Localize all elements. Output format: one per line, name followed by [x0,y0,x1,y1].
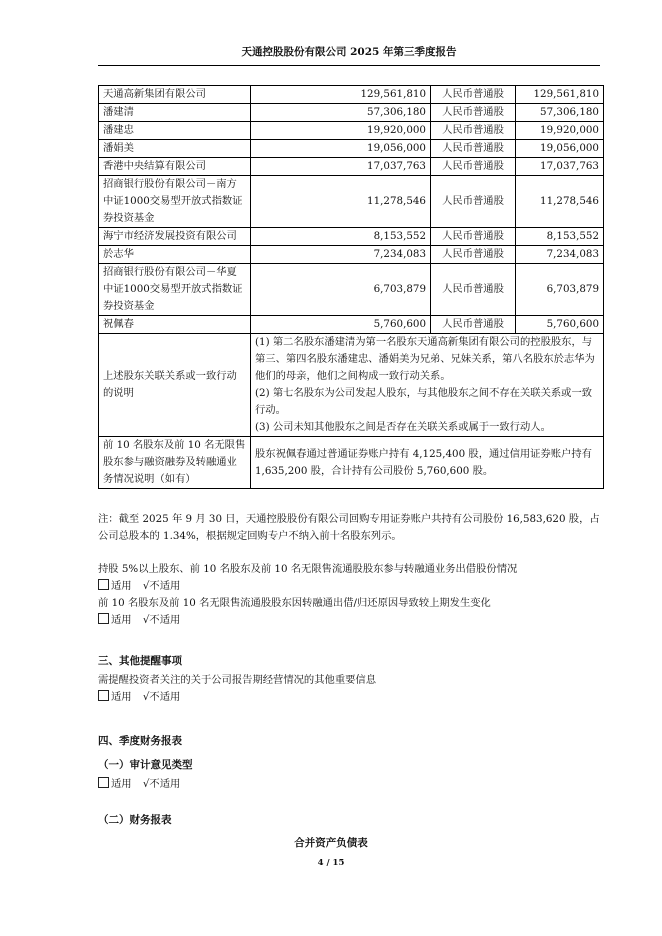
share-type: 人民币普通股 [431,176,516,228]
margin-label: 前 10 名股东及前 10 名无限售股东参与融资融券及转融通业务情况说明（如有） [99,437,251,489]
share-count: 11,278,546 [516,176,604,228]
table-row [99,316,604,334]
audit-opinion-heading: （一）审计意见类型 [98,759,193,771]
shares-held: 57,306,180 [251,104,431,122]
margin-text: 股东祝佩春通过普通证券账户持有 4,125,400 股，通过信用证券账户持有 1,635,200 股，合计持有公司股份 5,760,600 股。 [251,437,604,489]
section3-block [98,672,603,706]
relation-item: (1) 第二名股东潘建清为第一名股东天通高新集团有限公司的控股股东，与第三、第四名股东潘建忠、潘娟美为兄弟、兄妹关系，第八名股东於志华为他们的母亲，他们之间构成一致行动关系。 [255,336,595,382]
share-type: 人民币普通股 [431,140,516,158]
relation-item: (3) 公司未知其他股东之间是否存在关联关系或属于一致行动人。 [255,421,551,433]
relation-text [251,334,604,437]
section3-text: 需提醒投资者关注的关于公司报告期经营情况的其他重要信息 [98,674,377,686]
shares-held: 129,561,810 [251,86,431,104]
share-count: 17,037,763 [516,158,604,176]
financial-statements-heading: （二）财务报表 [98,814,172,826]
shares-held: 6,703,879 [251,264,431,316]
shareholder-name: 潘娟美 [99,140,251,158]
not-applicable-option: √不适用 [142,778,181,790]
share-type: 人民币普通股 [431,246,516,264]
share-type: 人民币普通股 [431,122,516,140]
shares-held: 19,056,000 [251,140,431,158]
table-row [99,104,604,122]
share-type: 人民币普通股 [431,86,516,104]
share-count: 8,153,552 [516,228,604,246]
shareholder-name: 祝佩春 [99,316,251,334]
share-count: 19,056,000 [516,140,604,158]
table-row [99,86,604,104]
applicable-option: 适用 [111,691,132,703]
table-row [99,176,604,228]
page-number: 4 / 15 [317,858,345,868]
shareholder-name: 招商银行股份有限公司－南方中证1000交易型开放式指数证券投资基金 [99,176,251,228]
lending-block [98,561,603,629]
share-type: 人民币普通股 [431,228,516,246]
change-title: 前 10 名股东及前 10 名无限售流通股股东因转融通出借/归还原因导致较上期发生变化 [98,597,491,609]
shareholder-name: 潘建清 [99,104,251,122]
applicable-option: 适用 [111,580,132,592]
repurchase-note: 注：截至 2025 年 9 月 30 日，天通控股股份有限公司回购专用证券账户共持有公司股份 16,583,620 股，占公司总股本的 1.34%，根据规定回购专户不纳入前十名股东列示。 [98,513,600,542]
share-count: 5,760,600 [516,316,604,334]
shareholder-name: 天通高新集团有限公司 [99,86,251,104]
checkbox-icon [98,613,109,624]
shares-held: 17,037,763 [251,158,431,176]
share-count: 7,234,083 [516,246,604,264]
share-count: 19,920,000 [516,122,604,140]
not-applicable-option: √不适用 [142,691,181,703]
applicable-option: 适用 [111,614,132,626]
checkbox-icon [98,579,109,590]
shares-held: 19,920,000 [251,122,431,140]
not-applicable-option: √不适用 [142,580,181,592]
share-type: 人民币普通股 [431,158,516,176]
table-row [99,158,604,176]
table-row [99,122,604,140]
balance-sheet-title: 合并资产负债表 [294,837,368,849]
table-row [99,228,604,246]
shareholder-name: 香港中央结算有限公司 [99,158,251,176]
share-count: 57,306,180 [516,104,604,122]
page-header: 天通控股股份有限公司 2025 年第三季度报告 [98,44,600,66]
share-count: 6,703,879 [516,264,604,316]
lending-title: 持股 5%以上股东、前 10 名股东及前 10 名无限售流通股股东参与转融通业务出借股份情况 [98,563,518,575]
relation-row [99,334,604,437]
relation-label: 上述股东关联关系或一致行动的说明 [99,334,251,437]
table-row [99,264,604,316]
section4-heading: 四、季度财务报表 [98,735,182,747]
shares-held: 8,153,552 [251,228,431,246]
relation-item: (2) 第七名股东为公司发起人股东，与其他股东之间不存在关联关系或一致行动。 [255,387,593,416]
shareholder-name: 招商银行股份有限公司－华夏中证1000交易型开放式指数证券投资基金 [99,264,251,316]
section3-heading: 三、其他提醒事项 [98,655,182,667]
table-row [99,140,604,158]
shareholder-name: 於志华 [99,246,251,264]
shares-held: 11,278,546 [251,176,431,228]
share-type: 人民币普通股 [431,104,516,122]
applicable-option: 适用 [111,778,132,790]
shares-held: 7,234,083 [251,246,431,264]
shareholder-table [98,85,604,489]
not-applicable-option: √不适用 [142,614,181,626]
shares-held: 5,760,600 [251,316,431,334]
shareholder-name: 潘建忠 [99,122,251,140]
share-type: 人民币普通股 [431,264,516,316]
share-count: 129,561,810 [516,86,604,104]
audit-opinion-block [98,776,603,793]
share-type: 人民币普通股 [431,316,516,334]
shareholder-name: 海宁市经济发展投资有限公司 [99,228,251,246]
checkbox-icon [98,690,109,701]
margin-row [99,437,604,489]
table-row [99,246,604,264]
checkbox-icon [98,777,109,788]
